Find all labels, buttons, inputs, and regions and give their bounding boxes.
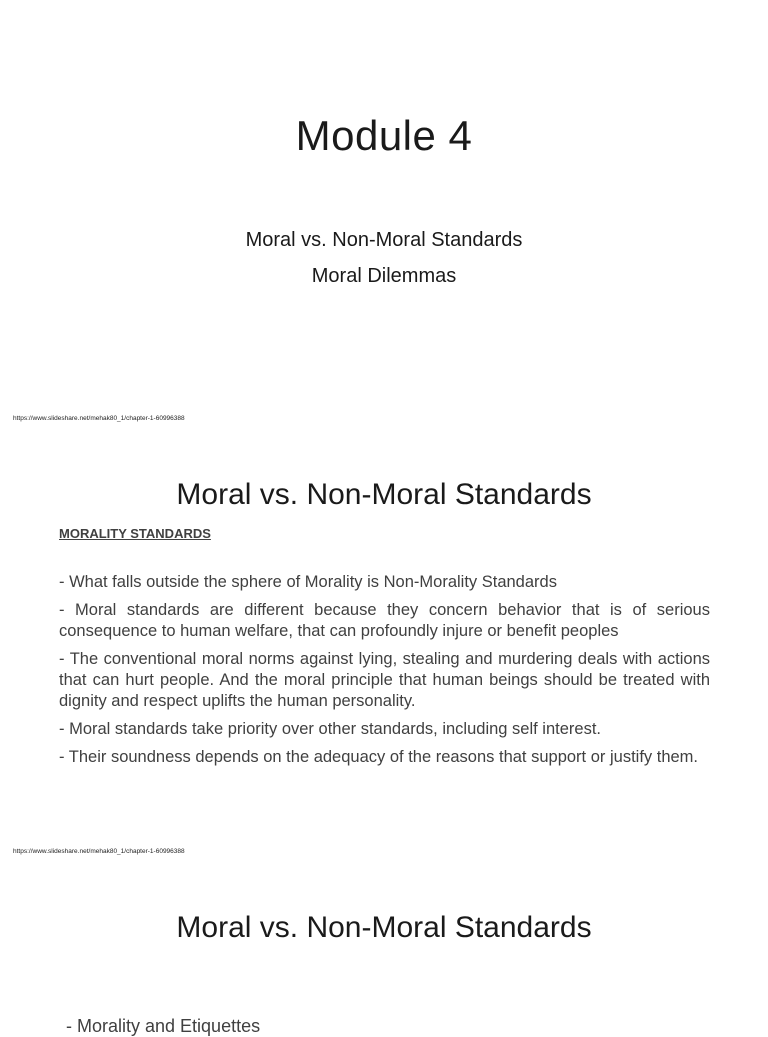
- source-link[interactable]: https://www.slideshare.net/mehak80_1/chapter-1-60996388: [13, 415, 185, 422]
- bullet-list: [59, 572, 710, 775]
- slide-heading: Moral vs. Non-Moral Standards: [176, 478, 592, 511]
- section-label: MORALITY STANDARDS: [59, 526, 211, 541]
- source-link[interactable]: https://www.slideshare.net/mehak80_1/chapter-1-60996388: [13, 848, 185, 855]
- subtitle-moral-dilemmas: Moral Dilemmas: [311, 265, 457, 287]
- slide-1: [0, 0, 768, 432]
- module-title: Module 4: [295, 112, 473, 159]
- bullet-item: - Moral standards are different because they concern behavior that is of serious consequence to human welfare, that can profoundly injure or benefit peoples: [59, 601, 710, 640]
- subtitle-moral-standards: Moral vs. Non-Moral Standards: [245, 229, 523, 251]
- slide-heading: Moral vs. Non-Moral Standards: [176, 911, 592, 944]
- bullet-item: - Their soundness depends on the adequacy of the reasons that support or justify them.: [59, 748, 699, 766]
- partial-bullet: - Morality and Etiquettes: [66, 1016, 261, 1036]
- bullet-item: - Moral standards take priority over other standards, including self interest.: [59, 720, 602, 738]
- slide-3: [0, 864, 768, 1036]
- bullet-item: - What falls outside the sphere of Morality is Non-Morality Standards: [59, 573, 557, 591]
- bullet-item: - The conventional moral norms against lying, stealing and murdering deals with actions that can hurt people. And the moral principle that human beings should be treated with dignity and respect uplifts the human personality.: [59, 650, 710, 710]
- slide-2: [0, 432, 768, 864]
